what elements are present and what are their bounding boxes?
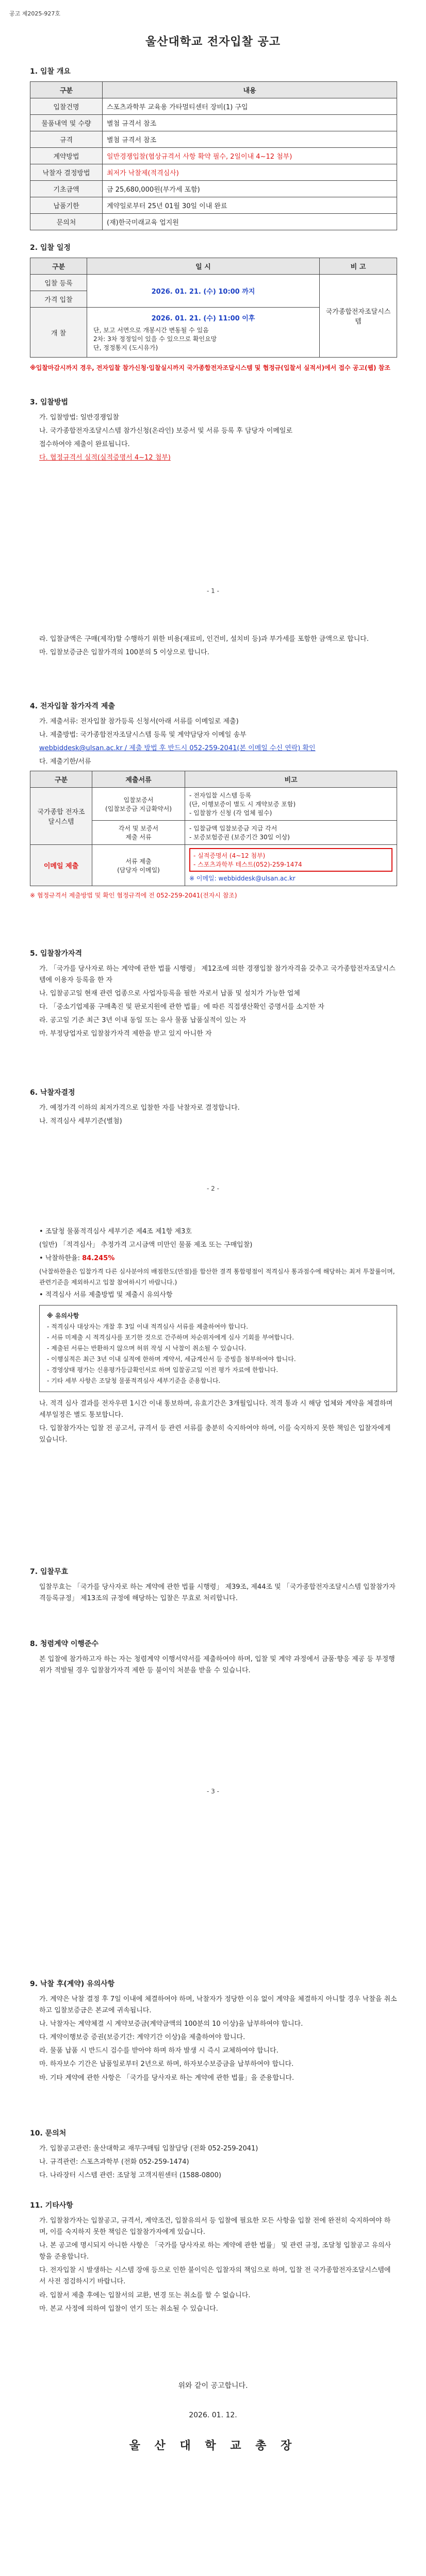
text-line: 라. 공고일 기준 최근 3년 이내 동일 또는 유사 물품 납품실적이 있는 자 — [39, 1016, 247, 1025]
text-line: 다. 계약이행보증 증권(보증기간: 계약기간 이상)을 제출하여야 합니다. — [39, 2033, 245, 2042]
section-invalid-bid — [30, 1566, 397, 1606]
table-header: 비고 — [185, 771, 397, 788]
schedule-table — [30, 258, 397, 358]
text-line: 나. 제출방법: 국가종합전자조달시스템 등록 및 계약담당자 이메일 송부 — [39, 731, 247, 739]
text-line: 가. 입찰방법: 일반경쟁입찰 — [39, 414, 119, 421]
opening-date: 2026. 01. 21. (수) 11:00 이후 — [151, 315, 255, 323]
section-heading: 1. 입찰 개요 — [30, 67, 71, 76]
section-schedule — [30, 242, 397, 375]
section-eligibility-submit — [30, 701, 397, 903]
row-label: 기초금액 — [30, 181, 103, 197]
table-row — [30, 214, 397, 230]
doc-note: - 실적증명서 (4~12 첨부) — [193, 852, 266, 860]
text-line: 나. 본 공고에 명시되지 아니한 사항은 「국가를 당사자로 하는 계약에 관한 법률」 및 관련 규정, 조달청 입찰공고 유의사항을 준용합니다. — [39, 2242, 391, 2261]
row-value: 별첨 규격서 참조 — [103, 115, 397, 131]
section-overview — [30, 66, 397, 230]
doc-note: - 스포츠과학부 테스트(052)-259-1474 — [193, 861, 302, 869]
text-line: (일반) 「적격심사」 추정가격 고시금액 미만인 물품 제조 또는 구매입찰) — [39, 1241, 253, 1249]
section-award-continued — [30, 1226, 397, 1448]
row-value: 계약일로부터 25년 01월 30일 이내 완료 — [103, 197, 397, 214]
text-line: 가. 「국가를 당사자로 하는 계약에 관한 법률 시행령」 제12조에 의한 경쟁입찰 참가자격을 갖추고 국가종합전자조달시스템에 이용자 등록을 한 자 — [39, 965, 396, 985]
section-misc — [30, 2200, 397, 2317]
submit-table — [30, 771, 397, 886]
text-line: 다. 나라장터 시스템 관련: 조달청 고객지원센터 (1588-0800) — [39, 2172, 221, 2180]
row-label: 개 찰 — [30, 308, 87, 358]
row-value: 별첨 규격서 참조 — [103, 131, 397, 148]
section-heading: 6. 낙찰자결정 — [30, 1089, 75, 1097]
table-header: 제출서류 — [92, 771, 185, 788]
table-row — [30, 131, 397, 148]
bid-deadline: 2026. 01. 21. (수) 10:00 까지 — [87, 275, 320, 308]
row-value: 금 25,680,000원(부가세 포함) — [103, 181, 397, 197]
text-line: 마. 입찰보증금은 입찰가격의 100분의 5 이상으로 합니다. — [39, 649, 209, 657]
text-line: • 적격심사 서류 제출방법 및 제출시 유의사항 — [39, 1291, 173, 1299]
section-heading: 5. 입찰참가자격 — [30, 950, 83, 958]
table-row — [30, 275, 397, 291]
caution-title: ※ 유의사항 — [47, 1312, 79, 1320]
section-qualification — [30, 948, 397, 1042]
section-heading: 11. 기타사항 — [30, 2201, 73, 2210]
section-heading: 10. 문의처 — [30, 2129, 67, 2138]
doc-note: - 입찰금액 입찰보증금 지급 각서 — [189, 825, 277, 833]
text-line: 다. 제출기한/서류 — [39, 758, 91, 766]
schedule-sub: 단, 보고 서면으로 개봉시간 변동될 수 있음 — [93, 327, 209, 334]
text-line: 가. 제출서류: 전자입찰 참가등록 신청서(아래 서류를 이메일로 제출) — [39, 718, 239, 725]
text-line: 나. 적격심사 세부기준(별첨) — [39, 1117, 122, 1126]
row-label: 입찰 등록 — [30, 275, 87, 291]
table-header: 구분 — [30, 771, 92, 788]
caution-item: - 서류 미제출 시 적격심사를 포기한 것으로 간주하며 차순위자에게 심사 기회를 부여합니다. — [47, 1334, 294, 1342]
caution-box — [39, 1305, 397, 1392]
page-number: - 3 - — [207, 1788, 219, 1795]
page-number: - 1 - — [207, 587, 219, 595]
schedule-note: 국가종합전자조달시스템 — [320, 275, 397, 358]
doc-name: 입찰보증서 — [123, 796, 154, 804]
table-header: 내용 — [103, 82, 397, 98]
notice-date: 2026. 01. 12. — [189, 2411, 237, 2419]
table-row — [30, 181, 397, 197]
award-rate: 84.245% — [82, 1255, 115, 1263]
text-line: 바. 기타 계약에 관한 사항은 「국가를 당사자로 하는 계약에 관한 법률」을 준용합니다. — [39, 2074, 294, 2082]
caution-item: - 적격심사 대상자는 개찰 후 3일 이내 적격심사 서류를 제출하여야 합니다. — [47, 1323, 249, 1331]
section-heading: 9. 낙찰 후(계약) 유의사항 — [30, 1980, 115, 1988]
text-line: 마. 본교 사정에 의하여 입찰이 연기 또는 취소될 수 있습니다. — [39, 2304, 218, 2313]
doc-note: - 전자입찰 시스템 등록 — [189, 792, 252, 800]
text-line: 라. 물품 납품 시 반드시 검수를 받아야 하며 하자 발생 시 즉시 교체하여야 합니다. — [39, 2047, 278, 2055]
issuer-signature: 울 산 대 학 교 총 장 — [129, 2439, 297, 2452]
table-row — [30, 164, 397, 181]
section-award — [30, 1087, 397, 1129]
doc-name: 서류 제출 — [125, 857, 152, 865]
text-line: 가. 계약은 낙찰 결정 후 7일 이내에 체결하여야 하며, 낙찰자가 정당한 이유 없이 계약을 체결하지 아니할 경우 낙찰을 취소하고 입찰보증금은 본교에 귀속됩니다. — [39, 1995, 397, 2015]
row-label: 문의처 — [30, 214, 103, 230]
text-line: 접수하여야 제출이 완료됩니다. — [39, 440, 130, 449]
section-method-continued — [30, 634, 397, 660]
schedule-warning: ※입찰마감시까지 경우, 전자입찰 참가신청·입찰실시까지 국가종합전자조달시스템 및 협정규(입찰서 실적서)에서 접수 공고(웹) 참조 — [30, 364, 390, 371]
doc-name: 각서 및 보증서 — [118, 825, 159, 833]
row-label: 가격 입찰 — [30, 291, 87, 308]
caution-item: - 제출된 서류는 반환하지 않으며 허위 작성 시 낙찰이 취소될 수 있습니다. — [47, 1345, 247, 1352]
page-number: - 2 - — [207, 1185, 219, 1192]
table-header: 구분 — [30, 258, 87, 275]
closing-text: 위와 같이 공고합니다. — [178, 2382, 248, 2390]
text-line: 라. 입찰금액은 구매(제작)할 수행하기 위한 비용(재료비, 인건비, 설치비 등)과 부가세를 포함한 금액으로 합니다. — [39, 635, 369, 643]
table-row — [30, 788, 397, 821]
row-label: 국가종합 전자조달시스템 — [30, 788, 92, 845]
table-header: 구분 — [30, 82, 103, 98]
row-label: 낙찰자 결정방법 — [30, 164, 103, 181]
table-row — [30, 845, 397, 886]
text-line: 라. 입찰서 제출 후에는 입찰서의 교환, 변경 또는 취소를 할 수 없습니다. — [39, 2291, 251, 2299]
table-header: 일 시 — [87, 258, 320, 275]
overview-table — [30, 81, 397, 230]
section-heading: 7. 입찰무효 — [30, 1568, 69, 1576]
notice-number: 공고 제2025-927호 — [9, 10, 60, 17]
text-line: 마. 부정당업자로 입찰참가자격 제한을 받고 있지 아니한 자 — [39, 1030, 212, 1038]
doc-name: 제출 서류 — [125, 834, 152, 841]
doc-note: (단, 이행보증이 별도 시 계약보증 포함) — [189, 801, 296, 808]
submit-email-line: webbiddesk@ulsan.ac.kr / 제출 방법 후 반드시 052-259-2041(본 이메일 수신 연락) 확인 — [39, 744, 316, 753]
row-value: 스포츠과학부 교육용 가타멀티센터 장비(1) 구입 — [103, 98, 397, 115]
caution-item: - 이행실적은 최근 3년 이내 실적에 한하며 계약서, 세금계산서 등 증빙을 첨부하여야 합니다. — [47, 1355, 296, 1363]
caution-item: - 기타 세부 사항은 조달청 물품적격심사 세부기준을 준용합니다. — [47, 1377, 221, 1385]
text-line: (낙찰하한율은 입찰가격 다른 심사분야의 배점한도(만점)를 합산한 결격 통합평점이 적격심사 통과점수에 해당하는 최저 투찰률이며, 관련기준을 제외하시고 입찰 참여하시기 바랍니다.) — [39, 1268, 395, 1286]
submit-footnote: ※ 협정규격서 제출방법 및 확인 협정규격에 전 052-259-2041(전자시 참조) — [30, 892, 237, 900]
text-line: 다. 입찰참가자는 입찰 전 공고서, 규격서 등 관련 서류를 충분히 숙지하여야 하며, 이를 숙지하지 못한 책임은 입찰자에게 있습니다. — [39, 1425, 391, 1444]
table-header: 비 고 — [320, 258, 397, 275]
text-line: 나. 국가종합전자조달시스템 참가신청(온라인) 보증서 및 서류 등록 후 담당자 이메일로 — [39, 427, 292, 435]
row-label: 입찰건명 — [30, 98, 103, 115]
text-line: 가. 입찰공고관련: 울산대학교 재무구매팀 입찰담당 (전화 052-259-2041) — [39, 2145, 258, 2153]
text-line: 다. 「중소기업제품 구매촉진 및 판로지원에 관한 법률」에 따른 직접생산확인 증명서를 소지한 자 — [39, 1003, 324, 1011]
doc-name: (담당자 이메일) — [117, 866, 160, 874]
schedule-sub: 2차: 3차 정정일이 있을 수 있으므로 확인요망 — [93, 335, 217, 343]
section-integrity — [30, 1638, 397, 1679]
section-contact — [30, 2128, 397, 2183]
row-value: 일반경쟁입찰(협상규격서 사항 확약 필수, 2일이내 4~12 첨부) — [103, 148, 397, 164]
table-row — [30, 197, 397, 214]
text-line: 본 입찰에 참가하고자 하는 자는 청렴계약 이행서약서를 제출하여야 하며, 입찰 및 계약 과정에서 금품·향응 제공 등 부정행위가 적발될 경우 입찰참가자격 제한 등 불이익 처분을 받을 수 있습니다. — [39, 1655, 395, 1675]
text-line: 나. 규격관련: 스포츠과학부 (전화 052-259-1474) — [39, 2158, 189, 2166]
table-row — [30, 148, 397, 164]
schedule-sub: 단, 정정통지 (도시유가) — [93, 344, 158, 351]
text-line: 마. 하자보수 기간은 납품일로부터 2년으로 하며, 하자보수보증금을 납부하여야 합니다. — [39, 2060, 294, 2069]
row-label: 이메일 제출 — [30, 845, 92, 886]
row-value: (재)한국미래교육 업지원 — [103, 214, 397, 230]
section-method — [30, 397, 397, 466]
table-row — [30, 98, 397, 115]
caution-item: - 경영상태 평가는 신용평가등급확인서로 하며 입찰공고일 이전 평가 자료에 한합니다. — [47, 1366, 278, 1374]
text-line: 다. 전자입찰 시 발생하는 시스템 장애 등으로 인한 불이익은 입찰자의 책임으로 하며, 입찰 전 국가종합전자조달시스템에서 사전 점검하시기 바랍니다. — [39, 2266, 391, 2286]
contact-email: ※ 이메일: webbiddesk@ulsan.ac.kr — [189, 875, 296, 883]
text-line: 다. 협정규격서 실적(실적증명서 4~12 첨부) — [39, 454, 171, 462]
row-label: 납품기한 — [30, 197, 103, 214]
section-heading: 2. 입찰 일정 — [30, 244, 71, 252]
row-label: 규격 — [30, 131, 103, 148]
text-line: 나. 낙찰자는 계약체결 시 계약보증금(계약금액의 100분의 10 이상)을 납부하여야 합니다. — [39, 2020, 303, 2028]
text-line: 나. 입찰공고일 현재 관련 업종으로 사업자등록을 필한 자로서 납품 및 설치가 가능한 업체 — [39, 990, 300, 998]
row-value: 최저가 낙찰제(적격심사) — [103, 164, 397, 181]
rate-label: • 낙찰하한율: — [39, 1255, 83, 1263]
row-label: 계약방법 — [30, 148, 103, 164]
row-label: 물품내역 및 수량 — [30, 115, 103, 131]
table-row — [30, 115, 397, 131]
doc-note: - 보증보험증권 (보증기간 30일 이상) — [189, 834, 290, 841]
section-heading: 3. 입찰방법 — [30, 398, 69, 406]
doc-note: - 입찰참가 신청 (각 업체 필수) — [189, 809, 272, 817]
text-line: 입찰무효는 「국가를 당사자로 하는 계약에 관한 법률 시행령」 제39조, 제44조 및 「국가종합전자조달시스템 입찰참가자격등록규정」 제13조의 규정에 해당하는 입찰은 무효로 처리합니다. — [39, 1583, 396, 1603]
text-line: • 조달청 물품적격심사 세부기준 제4조 제1항 제3호 — [39, 1228, 192, 1235]
text-line: 나. 적격 심사 결과를 전자우편 1시간 이내 통보하며, 유효기간은 3개월입니다. 적격 통과 시 해당 업체와 계약을 체결하며 세부일정은 별도 통보합니다. — [39, 1400, 393, 1419]
section-post-award — [30, 1978, 397, 2086]
document-title: 울산대학교 전자입찰 공고 — [145, 36, 281, 48]
text-line: 가. 예정가격 이하의 최저가격으로 입찰한 자를 낙찰자로 결정합니다. — [39, 1104, 240, 1112]
doc-name: (입찰보증금 지급확약서) — [105, 805, 172, 812]
text-line: 가. 입찰참가자는 입찰공고, 규격서, 계약조건, 입찰유의서 등 입찰에 필요한 모든 사항을 입찰 전에 완전히 숙지하여야 하며, 이를 숙지하지 못한 책임은 입찰참가자에게 있습니다. — [39, 2217, 391, 2236]
section-heading: 8. 청렴계약 이행준수 — [30, 1640, 99, 1648]
section-heading: 4. 전자입찰 참가자격 제출 — [30, 702, 115, 710]
